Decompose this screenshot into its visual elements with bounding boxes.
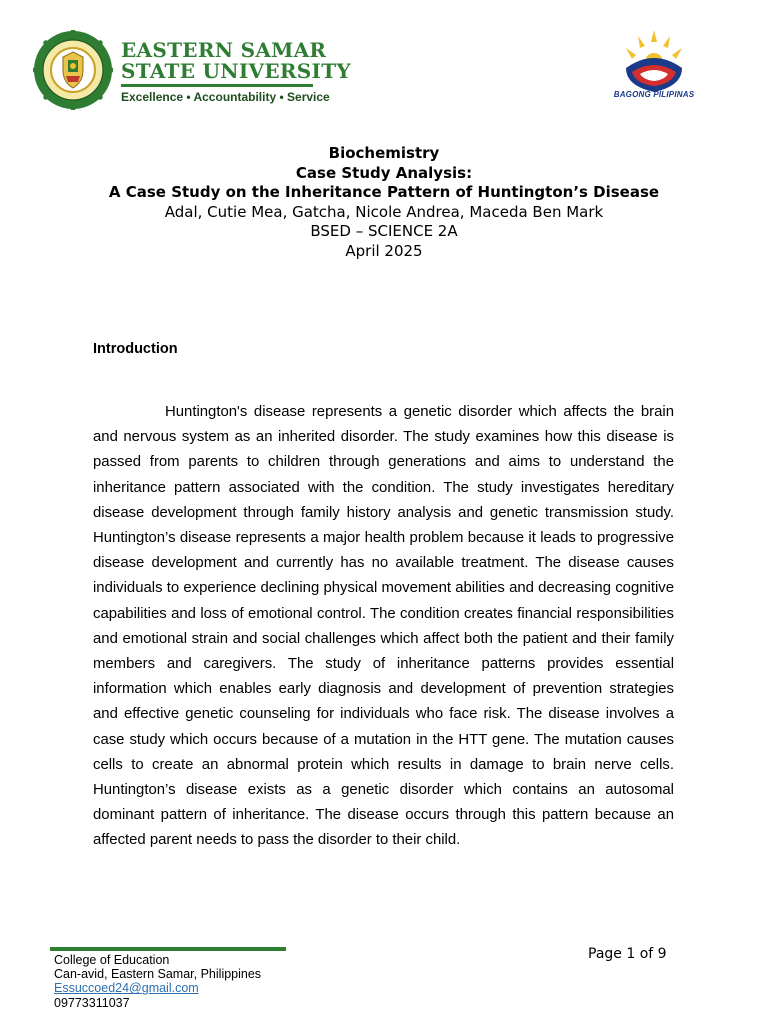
footer-college: College of Education [54, 953, 170, 967]
bagong-pilipinas-label: BAGONG PILIPINAS [613, 90, 695, 99]
introduction-heading: Introduction [93, 341, 178, 357]
footer-email-link[interactable]: Essuccoed24@gmail.com [54, 981, 199, 996]
authors-line: Adal, Cutie Mea, Gatcha, Nicole Andrea, Maceda Ben Mark [164, 202, 604, 221]
footer-divider [50, 947, 286, 951]
section-line: BSED – SCIENCE 2A [310, 222, 458, 240]
university-tagline: Excellence • Accountability • Service [121, 90, 330, 104]
university-wordmark [121, 40, 351, 104]
introduction-paragraph: Huntington's disease represents a genetic disorder which affects the brain and nervous system as an inherited disorder. The study examines how this disease is passed from parents to children through generations and aims to understand the inheritance pattern associated with the condition. The study investigates hereditary disease development through family history analysis and genetic transmission study. Huntington’s disease represents a major health problem because it leads to progressive disease development and currently has no available treatment. The disease causes individuals to experience declining physical movement abilities and decreasing cognitive capabilities and loss of emotional control. The condition creates financial responsibilities and emotional strain and social challenges which affect both the patient and their family members and caregivers. The study of inheritance patterns provides essential information which enables early diagnosis and development of prevention strategies and effective genetic counseling for individuals who face risk. The disease involves a case study which occurs because of a mutation in the HTT gene. The mutation causes cells to create an abnormal protein which results in damage to brain nerve cells. Huntington’s disease exists as a genetic disorder which contains an autosomal dominant pattern of inheritance. The disease occurs through this pattern because an affected parent needs to pass the disorder to their child. [93, 404, 674, 849]
university-seal-logo [33, 30, 113, 110]
university-name-line2: STATE UNIVERSITY [121, 59, 351, 83]
subject-title: Biochemistry [328, 144, 440, 162]
footer-address: Can-avid, Eastern Samar, Philippines [54, 967, 262, 982]
page-number: Page 1 of 9 [588, 946, 667, 962]
footer-contact-block [54, 953, 261, 1010]
letterhead [0, 0, 768, 120]
document-title-block [0, 144, 768, 261]
wordmark-divider [121, 84, 313, 87]
university-name-line1: EASTERN SAMAR [121, 38, 327, 62]
date-line: April 2025 [345, 241, 423, 260]
case-study-heading: Case Study Analysis: [295, 163, 473, 182]
main-title: A Case Study on the Inheritance Pattern of Huntington’s Disease [108, 183, 660, 201]
footer-phone: 09773311037 [54, 995, 130, 1010]
